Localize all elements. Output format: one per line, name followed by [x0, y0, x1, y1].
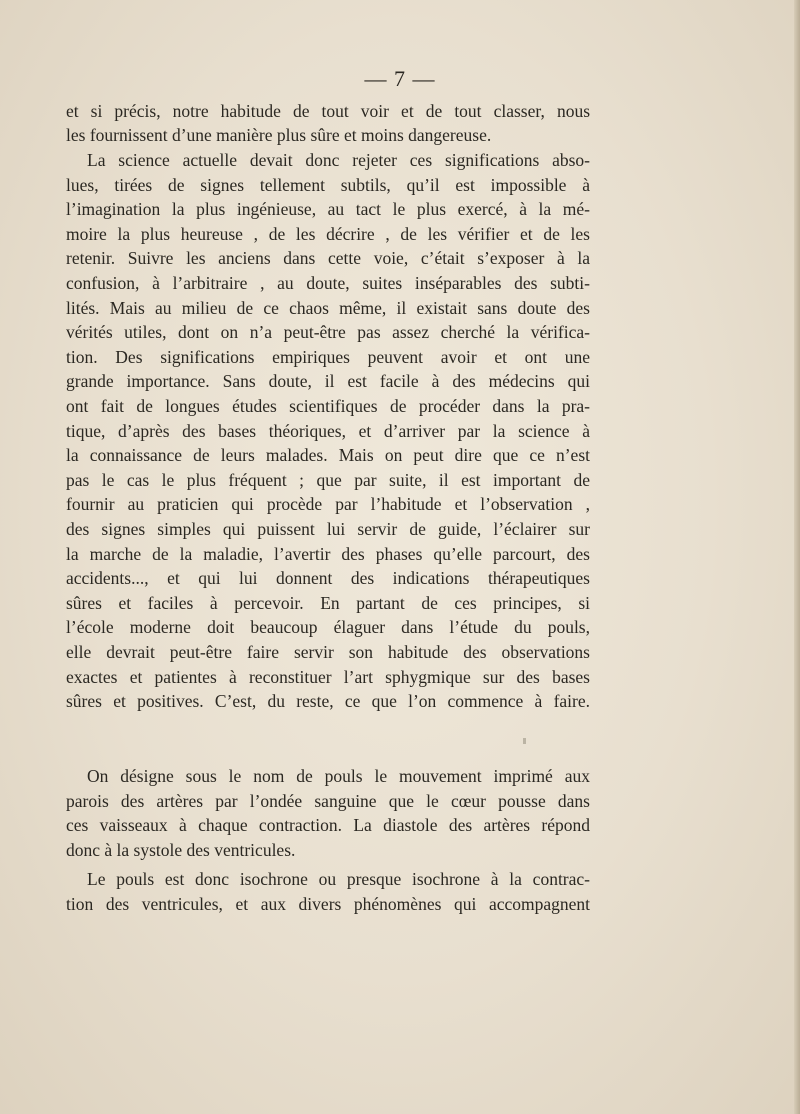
text-line: moire la plus heureuse , de les décrire , de les vérifier et de les [66, 224, 590, 244]
text-line: et si précis, notre habitude de tout voir et de tout classer, nous [66, 101, 590, 121]
text-line: lités. Mais au milieu de ce chaos même, il existait sans doute des [66, 298, 590, 318]
text-line: l’école moderne doit beaucoup élaguer dans l’étude du pouls, [66, 617, 590, 637]
text-line: l’imagination la plus ingénieuse, au tact le plus exercé, à la mé- [66, 199, 590, 219]
text-line: des signes simples qui puissent lui servir de guide, l’éclairer sur [66, 519, 590, 539]
text-line: ces vaisseaux à chaque contraction. La diastole des artères répond [66, 815, 590, 835]
text-line: la connaissance de leurs malades. Mais on peut dire que ce n’est [66, 445, 590, 465]
text-line: fournir au praticien qui procède par l’habitude et l’observation , [66, 494, 590, 514]
text-line: vérités utiles, dont on n’a peut-être pas assez cherché la vérifica- [66, 322, 590, 342]
text-line: accidents..., et qui lui donnent des indications thérapeutiques [66, 568, 590, 588]
text-line: confusion, à l’arbitraire , au doute, suites inséparables des subti- [66, 273, 590, 293]
page-edge [794, 0, 800, 1114]
page-number: — 7 — [364, 66, 436, 91]
text-line: tion. Des significations empiriques peuvent avoir et ont une [66, 347, 590, 367]
text-line: lues, tirées de signes tellement subtils, qu’il est impossible à [66, 175, 590, 195]
text-line: grande importance. Sans doute, il est facile à des médecins qui [66, 371, 590, 391]
text-line: La science actuelle devait donc rejeter ces significations abso- [87, 150, 590, 170]
ink-speck [523, 738, 526, 744]
text-line: exactes et patientes à reconstituer l’art sphygmique sur des bases [66, 667, 590, 687]
text-line: sûres et faciles à percevoir. En partant de ces principes, si [66, 593, 590, 613]
text-line: tique, d’après des bases théoriques, et d’arriver par la science à [66, 421, 590, 441]
text-line: tion des ventricules, et aux divers phénomènes qui accompagnent [66, 894, 590, 914]
text-line: retenir. Suivre les anciens dans cette voie, c’était s’exposer à la [66, 248, 590, 268]
text-line: ont fait de longues études scientifiques de procéder dans la pra- [66, 396, 590, 416]
text-line: la marche de la maladie, l’avertir des phases qu’elle parcourt, des [66, 544, 590, 564]
text-line: sûres et positives. C’est, du reste, ce que l’on commence à faire. [66, 691, 590, 711]
text-line: parois des artères par l’ondée sanguine que le cœur pousse dans [66, 791, 590, 811]
text-line: Le pouls est donc isochrone ou presque isochrone à la contrac- [87, 869, 590, 889]
text-line: On désigne sous le nom de pouls le mouvement imprimé aux [87, 766, 590, 786]
text-line: elle devrait peut-être faire servir son habitude des observations [66, 642, 590, 662]
text-line: donc à la systole des ventricules. [66, 840, 296, 860]
text-line: les fournissent d’une manière plus sûre et moins dangereuse. [66, 125, 492, 145]
text-line: pas le cas le plus fréquent ; que par suite, il est important de [66, 470, 590, 490]
